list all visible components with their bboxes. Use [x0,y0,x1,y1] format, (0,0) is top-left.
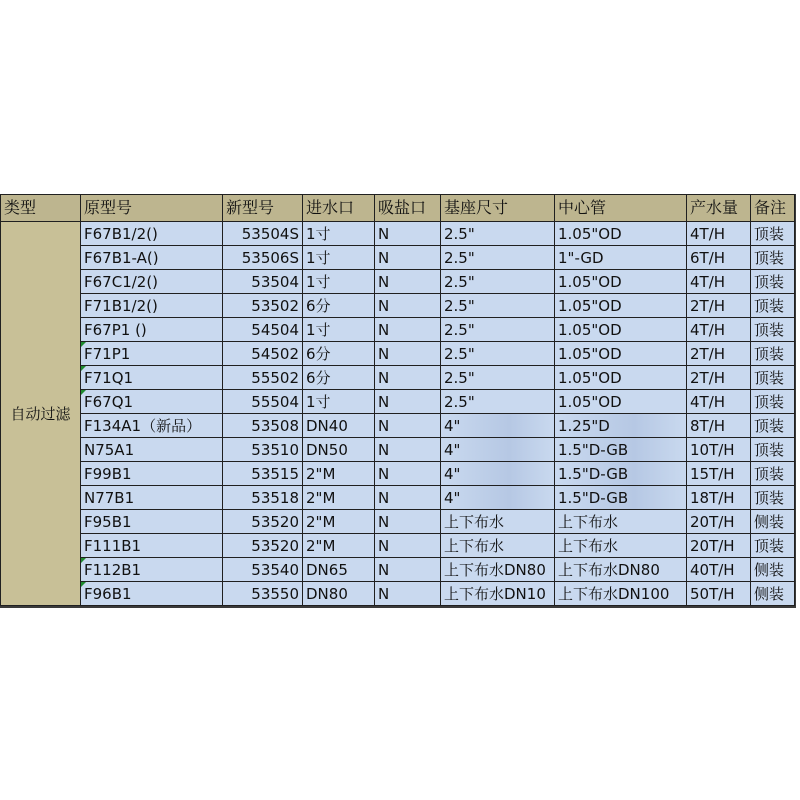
base-size-cell[interactable]: 上下布水 [441,510,555,534]
new-model-cell[interactable]: 53502 [223,294,303,318]
base-size-cell[interactable]: 上下布水 [441,534,555,558]
new-model-cell[interactable]: 53506S [223,246,303,270]
inlet-cell[interactable]: 2"M [303,510,375,534]
orig-model-cell[interactable]: F95B1 [81,510,223,534]
base-size-cell[interactable]: 4" [441,486,555,510]
new-model-cell[interactable]: 54504 [223,318,303,342]
output-cell[interactable]: 4T/H [687,222,751,246]
note-cell[interactable]: 顶装 [751,462,795,486]
inlet-cell[interactable]: 1寸 [303,246,375,270]
base-size-cell[interactable]: 2.5" [441,246,555,270]
base-size-cell[interactable]: 4" [441,438,555,462]
note-cell[interactable]: 侧装 [751,582,795,606]
salt-inlet-cell[interactable]: N [375,414,441,438]
note-cell[interactable]: 顶装 [751,390,795,414]
table-row [1,270,795,294]
product-table [0,194,795,606]
new-model-cell[interactable]: 53550 [223,582,303,606]
new-model-cell[interactable]: 55502 [223,366,303,390]
orig-model-cell[interactable]: F67Q1 [81,390,223,414]
output-cell[interactable]: 50T/H [687,582,751,606]
base-size-cell[interactable]: 2.5" [441,270,555,294]
new-model-cell[interactable]: 53520 [223,534,303,558]
col-header-output[interactable]: 产水量 [687,195,751,222]
inlet-cell[interactable]: 2"M [303,486,375,510]
new-model-cell[interactable]: 53540 [223,558,303,582]
note-cell[interactable]: 顶装 [751,318,795,342]
salt-inlet-cell[interactable]: N [375,582,441,606]
inlet-cell[interactable]: 1寸 [303,222,375,246]
salt-inlet-cell[interactable]: N [375,390,441,414]
salt-inlet-cell[interactable]: N [375,294,441,318]
type-group-cell[interactable]: 自动过滤 [1,222,81,606]
base-size-cell[interactable]: 2.5" [441,222,555,246]
inlet-cell[interactable]: 6分 [303,366,375,390]
col-header-new-model[interactable]: 新型号 [223,195,303,222]
note-cell[interactable]: 顶装 [751,294,795,318]
table-row [1,558,795,582]
salt-inlet-cell[interactable]: N [375,342,441,366]
center-tube-cell[interactable]: 上下布水DN100 [555,582,687,606]
base-size-cell[interactable]: 上下布水DN10 [441,582,555,606]
table-row [1,462,795,486]
output-cell[interactable]: 4T/H [687,270,751,294]
salt-inlet-cell[interactable]: N [375,534,441,558]
output-cell[interactable]: 2T/H [687,342,751,366]
new-model-cell[interactable]: 53515 [223,462,303,486]
center-tube-cell[interactable]: 1.25"D [555,414,687,438]
output-cell[interactable]: 18T/H [687,486,751,510]
orig-model-cell[interactable]: F67C1/2() [81,270,223,294]
salt-inlet-cell[interactable]: N [375,486,441,510]
table-row [1,246,795,270]
salt-inlet-cell[interactable]: N [375,366,441,390]
new-model-cell[interactable]: 53504S [223,222,303,246]
note-cell[interactable]: 侧装 [751,558,795,582]
inlet-cell[interactable]: 6分 [303,342,375,366]
note-cell[interactable]: 顶装 [751,486,795,510]
table-row [1,294,795,318]
inlet-cell[interactable]: DN40 [303,414,375,438]
center-tube-cell[interactable]: 上下布水DN80 [555,558,687,582]
base-size-cell[interactable]: 上下布水DN80 [441,558,555,582]
inlet-cell[interactable]: DN80 [303,582,375,606]
col-header-note[interactable]: 备注 [751,195,795,222]
orig-model-cell[interactable]: F111B1 [81,534,223,558]
orig-model-cell[interactable]: F71B1/2() [81,294,223,318]
table-row [1,582,795,606]
header-row [1,195,795,222]
output-cell[interactable]: 6T/H [687,246,751,270]
salt-inlet-cell[interactable]: N [375,510,441,534]
salt-inlet-cell[interactable]: N [375,558,441,582]
center-tube-cell[interactable]: 1"-GD [555,246,687,270]
center-tube-cell[interactable]: 1.5"D-GB [555,438,687,462]
salt-inlet-cell[interactable]: N [375,318,441,342]
inlet-cell[interactable]: DN50 [303,438,375,462]
col-header-inlet[interactable]: 进水口 [303,195,375,222]
salt-inlet-cell[interactable]: N [375,222,441,246]
table-row [1,390,795,414]
output-cell[interactable]: 4T/H [687,318,751,342]
inlet-cell[interactable]: 2"M [303,534,375,558]
orig-model-cell[interactable]: N77B1 [81,486,223,510]
table-row [1,510,795,534]
orig-model-cell[interactable]: F67B1/2() [81,222,223,246]
inlet-cell[interactable]: 6分 [303,294,375,318]
inlet-cell[interactable]: 1寸 [303,270,375,294]
new-model-cell[interactable]: 55504 [223,390,303,414]
output-cell[interactable]: 20T/H [687,510,751,534]
inlet-cell[interactable]: DN65 [303,558,375,582]
base-size-cell[interactable]: 2.5" [441,366,555,390]
output-cell[interactable]: 2T/H [687,366,751,390]
col-header-type[interactable]: 类型 [1,195,81,222]
base-size-cell[interactable]: 2.5" [441,318,555,342]
salt-inlet-cell[interactable]: N [375,462,441,486]
new-model-cell[interactable]: 54502 [223,342,303,366]
col-header-base-size[interactable]: 基座尺寸 [441,195,555,222]
inlet-cell[interactable]: 2"M [303,462,375,486]
base-size-cell[interactable]: 2.5" [441,294,555,318]
note-cell[interactable]: 顶装 [751,246,795,270]
new-model-cell[interactable]: 53518 [223,486,303,510]
note-cell[interactable]: 侧装 [751,510,795,534]
base-size-cell[interactable]: 4" [441,462,555,486]
orig-model-cell[interactable]: F67B1-A() [81,246,223,270]
base-size-cell[interactable]: 2.5" [441,390,555,414]
table-row [1,222,795,246]
inlet-cell[interactable]: 1寸 [303,390,375,414]
note-cell[interactable]: 顶装 [751,270,795,294]
col-header-center-tube[interactable]: 中心管 [555,195,687,222]
center-tube-cell[interactable]: 1.05"OD [555,342,687,366]
table-row [1,366,795,390]
table-row [1,318,795,342]
spreadsheet [0,194,796,608]
center-tube-cell[interactable]: 1.05"OD [555,366,687,390]
col-header-salt-inlet[interactable]: 吸盐口 [375,195,441,222]
base-size-cell[interactable]: 2.5" [441,342,555,366]
orig-model-cell[interactable]: F134A1（新品） [81,414,223,438]
table-row [1,342,795,366]
note-cell[interactable]: 顶装 [751,222,795,246]
output-cell[interactable]: 20T/H [687,534,751,558]
center-tube-cell[interactable]: 上下布水 [555,534,687,558]
orig-model-cell[interactable]: F71P1 [81,342,223,366]
note-cell[interactable]: 顶装 [751,534,795,558]
center-tube-cell[interactable]: 1.05"OD [555,390,687,414]
orig-model-cell[interactable]: F71Q1 [81,366,223,390]
table-row [1,414,795,438]
orig-model-cell[interactable]: F99B1 [81,462,223,486]
center-tube-cell[interactable]: 1.05"OD [555,270,687,294]
note-cell[interactable]: 顶装 [751,438,795,462]
output-cell[interactable]: 8T/H [687,414,751,438]
center-tube-cell[interactable]: 上下布水 [555,510,687,534]
orig-model-cell[interactable]: F67P1 () [81,318,223,342]
inlet-cell[interactable]: 1寸 [303,318,375,342]
note-cell[interactable]: 顶装 [751,342,795,366]
table-row [1,486,795,510]
table-row [1,534,795,558]
center-tube-cell[interactable]: 1.5"D-GB [555,462,687,486]
orig-model-cell[interactable]: N75A1 [81,438,223,462]
note-cell[interactable]: 顶装 [751,366,795,390]
output-cell[interactable]: 10T/H [687,438,751,462]
orig-model-cell[interactable]: F112B1 [81,558,223,582]
salt-inlet-cell[interactable]: N [375,438,441,462]
center-tube-cell[interactable]: 1.05"OD [555,222,687,246]
salt-inlet-cell[interactable]: N [375,270,441,294]
col-header-orig-model[interactable]: 原型号 [81,195,223,222]
center-tube-cell[interactable]: 1.05"OD [555,294,687,318]
orig-model-cell[interactable]: F96B1 [81,582,223,606]
output-cell[interactable]: 2T/H [687,294,751,318]
output-cell[interactable]: 4T/H [687,390,751,414]
new-model-cell[interactable]: 53510 [223,438,303,462]
new-model-cell[interactable]: 53520 [223,510,303,534]
output-cell[interactable]: 40T/H [687,558,751,582]
salt-inlet-cell[interactable]: N [375,246,441,270]
center-tube-cell[interactable]: 1.5"D-GB [555,486,687,510]
note-cell[interactable]: 顶装 [751,414,795,438]
new-model-cell[interactable]: 53508 [223,414,303,438]
output-cell[interactable]: 15T/H [687,462,751,486]
base-size-cell[interactable]: 4" [441,414,555,438]
new-model-cell[interactable]: 53504 [223,270,303,294]
center-tube-cell[interactable]: 1.05"OD [555,318,687,342]
table-row [1,438,795,462]
